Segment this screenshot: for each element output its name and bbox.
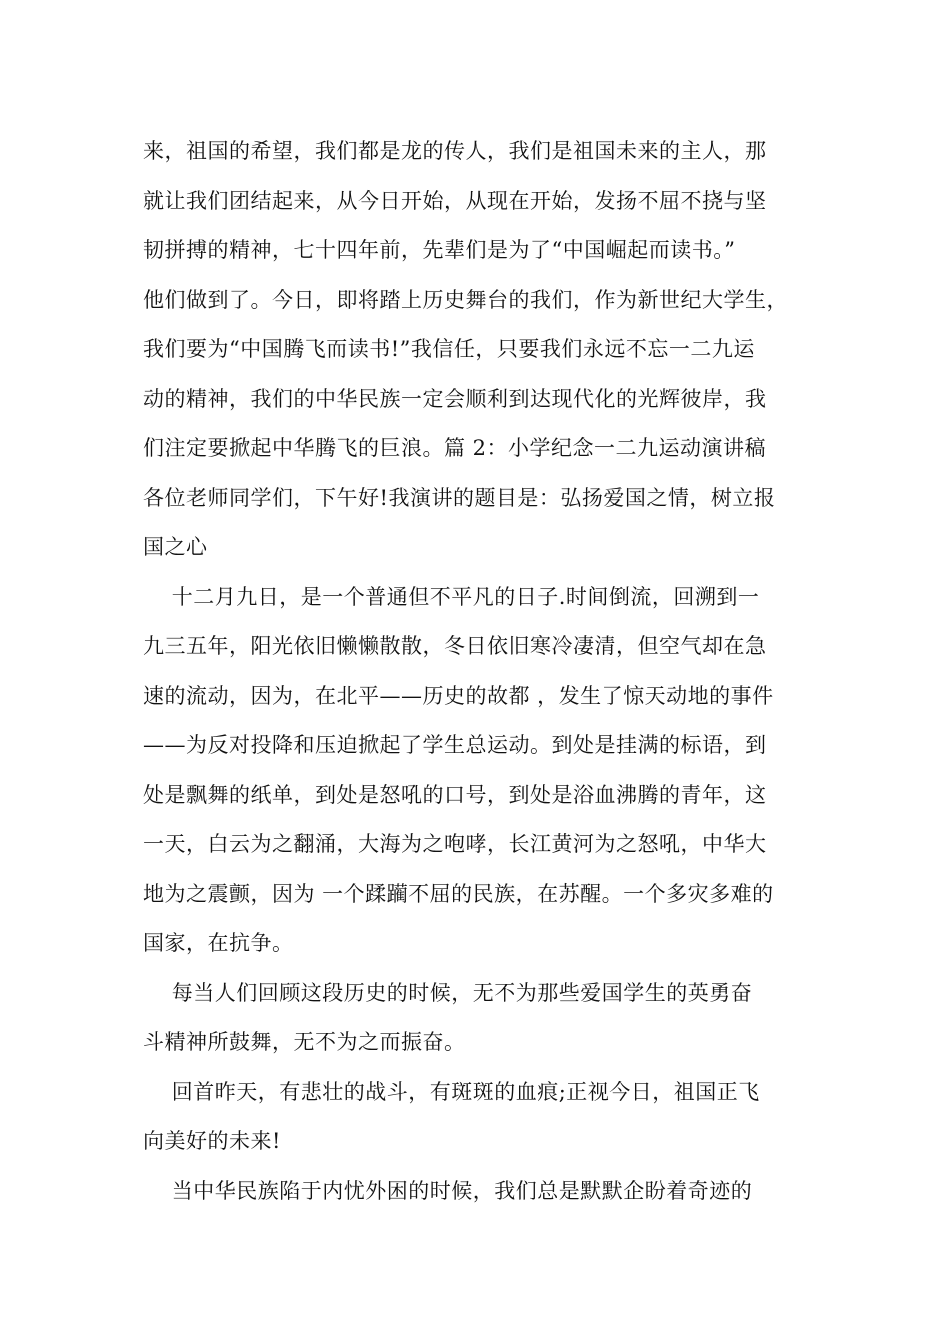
text-line: 他们做到了。今日，即将踏上历史舞台的我们，作为新世纪大学生， [143,287,788,312]
text-line: 就让我们团结起来，从今日开始，从现在开始，发扬不屈不挠与坚 [143,188,767,213]
text-line: 九三五年，阳光依旧懒懒散散，冬日依旧寒冷凄清，但空气却在急 [143,634,767,658]
text-line: 斗精神所鼓舞，无不为之而振奋。 [143,1030,466,1054]
text-line: 速的流动，因为，在北平——历史的故都 ，发生了惊天动地的事件 [143,683,774,708]
text-line: 国之心 [143,535,208,559]
text-line: 地为之震颤，因为 一个蹂躏不屈的民族，在苏醒。一个多灾多难的 [143,881,774,906]
text-line: 各位老师同学们，下午好!我演讲的题目是：弘扬爱国之情，树立报 [143,485,776,510]
text-line: 国家，在抗争。 [143,931,294,955]
text-line: 来，祖国的希望，我们都是龙的传人，我们是祖国未来的主人，那 [143,139,767,163]
text-line: 一天，白云为之翻涌，大海为之咆哮，长江黄河为之怒吼，中华大 [143,832,767,856]
text-line: 向美好的未来! [143,1129,281,1153]
text-line: 每当人们回顾这段历史的时候，无不为那些爱国学生的英勇奋 [143,980,753,1005]
text-line: 动的精神，我们的中华民族一定会顺利到达现代化的光辉彼岸，我 [143,386,767,411]
text-line: 回首昨天，有悲壮的战斗，有斑斑的血痕;正视今日，祖国正飞 [143,1079,760,1104]
text-line: 十二月九日，是一个普通但不平凡的日子.时间倒流，回溯到一 [143,584,760,609]
text-line: 们注定要掀起中华腾飞的巨浪。篇 2：小学纪念一二九运动演讲稿 [143,436,767,460]
text-line: 处是飘舞的纸单，到处是怒吼的口号，到处是浴血沸腾的青年，这 [143,782,767,807]
text-line: 当中华民族陷于内忧外困的时候，我们总是默默企盼着奇迹的 [143,1178,753,1203]
text-line: ——为反对投降和压迫掀起了学生总运动。到处是挂满的标语，到 [143,733,767,757]
text-line: 我们要为“中国腾飞而读书!”我信任，只要我们永远不忘一二九运 [143,337,755,361]
body-text [143,127,843,1216]
text-line: 韧拼搏的精神，七十四年前，先辈们是为了“中国崛起而读书。” [143,238,736,262]
